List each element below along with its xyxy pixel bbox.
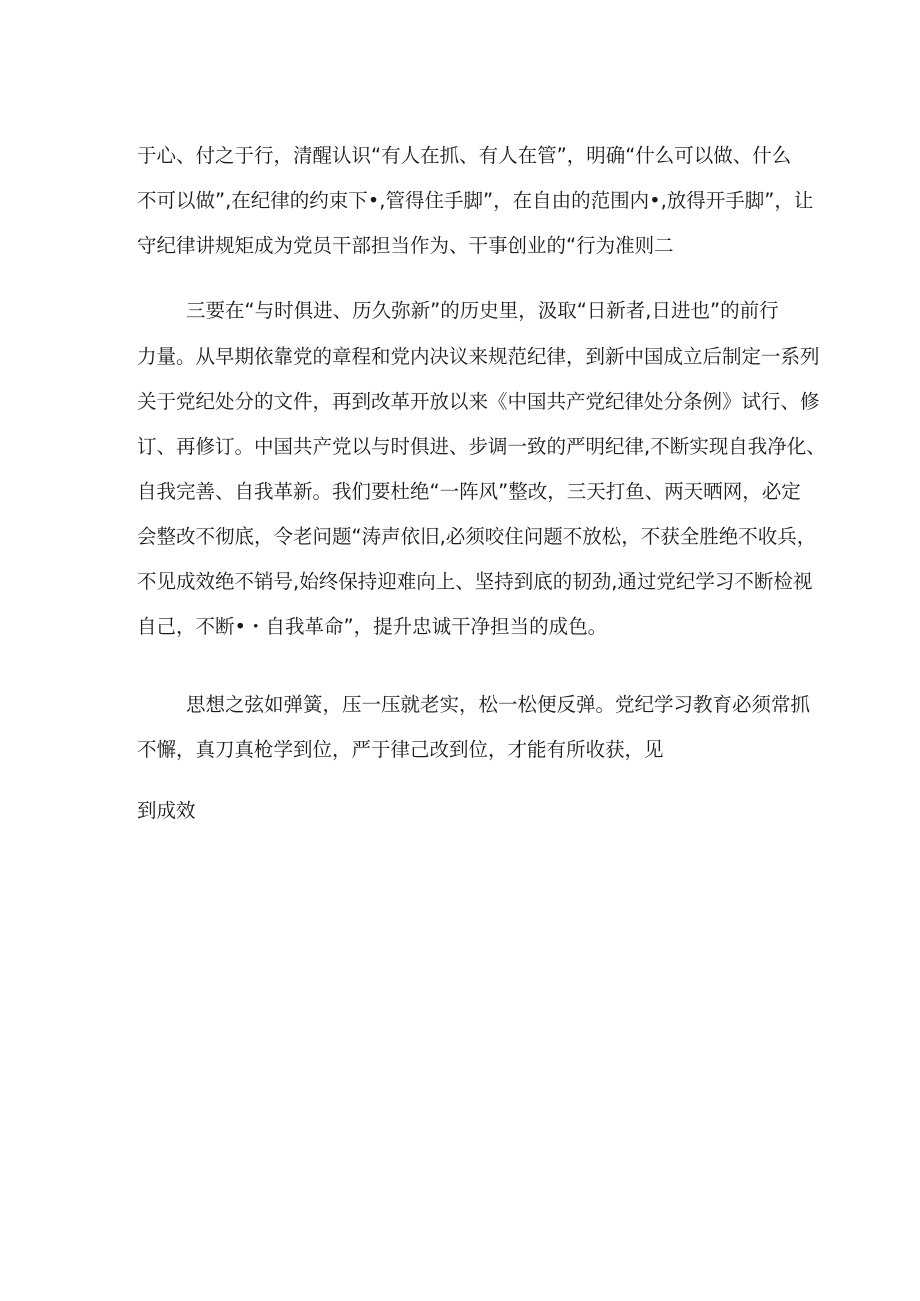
paragraph-2-line-4: 订、再修订。中国共产党以与时俱进、步调一致的严明纪律,不断实现自我净化、 <box>137 435 826 458</box>
paragraph-1-line-3: 守纪律讲规矩成为党员干部担当作为、干事创业的“行为准则二 <box>137 234 674 257</box>
paragraph-2-line-2: 力量。从早期依靠党的章程和党内决议来规范纪律，到新中国成立后制定一系列 <box>137 345 820 368</box>
paragraph-2-line-6: 会整改不彻底，令老问题“涛声依旧,必须咬住问题不放松，不获全胜绝不收兵， <box>137 525 817 548</box>
paragraph-3-line-2: 不懈，真刀真枪学到位，严于律己改到位，才能有所收获，见 <box>137 738 664 761</box>
paragraph-2-line-1: 三要在“与时俱进、历久弥新”的历史里，汲取“日新者,日进也”的前行 <box>186 299 779 322</box>
paragraph-2-line-8: 自己，不断•・自我革命”，提升忠诚干净担当的成色。 <box>137 615 608 638</box>
paragraph-2-line-5: 自我完善、自我革新。我们要杜绝“一阵风”整改，三天打鱼、两天晒网，必定 <box>137 480 801 503</box>
paragraph-1-line-2: 不可以做”,在纪律的约束下•,管得住手脚”，在自由的范围内•,放得开手脚”，让 <box>137 189 814 212</box>
paragraph-2-line-3: 关于党纪处分的文件，再到改革开放以来《中国共产党纪律处分条例》试行、修 <box>137 390 820 413</box>
paragraph-3-line-1: 思想之弦如弹簧，压一压就老实，松一松便反弹。党纪学习教育必须常抓 <box>186 693 811 716</box>
paragraph-2-line-7: 不见成效绝不销号,始终保持迎难向上、坚持到底的韧劲,通过党纪学习不断检视 <box>137 570 813 593</box>
paragraph-1-line-1: 于心、付之于行，清醒认识“有人在抓、有人在管”，明确“什么可以做、什么 <box>137 144 792 167</box>
paragraph-4-line-1: 到成效 <box>137 799 196 822</box>
